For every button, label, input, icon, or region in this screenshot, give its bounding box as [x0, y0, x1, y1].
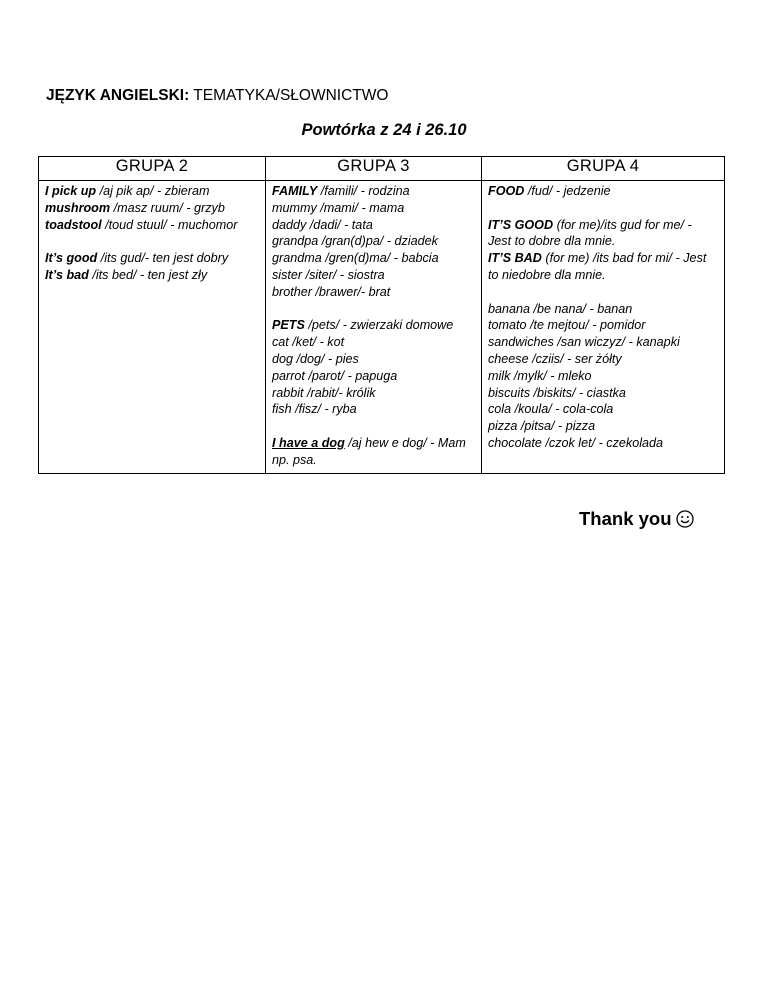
vocab-translation: /pets/ - zwierzaki domowe — [304, 318, 454, 333]
vocab-translation: /fud/ - jedzenie — [524, 184, 611, 198]
vocab-term: mushroom — [45, 200, 111, 215]
vocab-translation: /its gud/- ten jest dobry — [97, 251, 229, 266]
smiley-face-icon — [676, 510, 694, 533]
food-heading — [488, 183, 718, 200]
vocab-entry — [488, 217, 718, 251]
vocab-term: I pick up — [45, 184, 97, 198]
list-item: brother /brawer/- brat — [272, 284, 391, 299]
vocab-entry — [45, 267, 259, 284]
vocab-translation: /famili/ - rodzina — [317, 184, 410, 198]
vocab-term: FAMILY — [272, 184, 318, 198]
list-item: sandwiches /san wiczyz/ - kanapki — [488, 335, 680, 350]
list-item: mummy /mami/ - mama — [272, 200, 405, 215]
vocab-term: IT’S BAD — [488, 251, 542, 266]
vocab-translation: /aj pik ap/ - zbieram — [96, 184, 210, 198]
column-header-grupa-3: GRUPA 3 — [266, 157, 482, 181]
list-item: daddy /dadi/ - tata — [272, 217, 373, 232]
vocab-translation: /masz ruum/ - grzyb — [110, 200, 225, 215]
subject-label: JĘZYK ANGIELSKI: — [46, 87, 190, 104]
table-header-row — [39, 157, 725, 181]
document-heading — [46, 87, 388, 105]
thank-you-note — [579, 508, 694, 533]
grupa-3-cell — [266, 181, 482, 474]
vocab-term: IT’S GOOD — [488, 217, 554, 232]
vocab-term: It’s good — [45, 251, 98, 266]
vocab-translation: (for me) /its bad for mi/ - Jest to niedobre dla mnie. — [488, 251, 707, 282]
list-item: grandma /gren(d)ma/ - babcia — [272, 251, 439, 266]
grupa-2-cell — [39, 181, 266, 474]
list-item: dog /dog/ - pies — [272, 351, 359, 366]
vocab-term: toadstool — [45, 217, 102, 232]
vocab-term: It’s bad — [45, 267, 89, 282]
list-item: milk /mylk/ - mleko — [488, 368, 592, 383]
grupa-4-cell — [482, 181, 725, 474]
column-header-grupa-2: GRUPA 2 — [39, 157, 266, 181]
document-subtitle: Powtórka z 24 i 26.10 — [301, 121, 467, 139]
list-item: banana /be nana/ - banan — [488, 301, 633, 316]
vocab-term: FOOD — [488, 184, 525, 198]
list-item: chocolate /czok let/ - czekolada — [488, 435, 664, 450]
column-header-grupa-4: GRUPA 4 — [482, 157, 725, 181]
vocabulary-table — [38, 156, 725, 474]
vocab-translation: /toud stuul/ - muchomor — [101, 217, 238, 232]
vocab-entry — [45, 183, 259, 200]
table-content-row — [39, 181, 725, 474]
vocab-translation: /its bed/ - ten jest zły — [88, 267, 208, 282]
vocab-entry — [488, 250, 718, 284]
list-item: parrot /parot/ - papuga — [272, 368, 398, 383]
list-item: rabbit /rabit/- królik — [272, 385, 376, 400]
list-item: tomato /te mejtou/ - pomidor — [488, 318, 646, 333]
subject-topic: TEMATYKA/SŁOWNICTWO — [189, 87, 389, 104]
vocab-translation: /aj hew e dog/ - Mam np. psa. — [272, 435, 466, 467]
list-item: cheese /cziis/ - ser żółty — [488, 351, 622, 366]
list-item: grandpa /gran(d)pa/ - dziadek — [272, 234, 438, 249]
list-item: biscuits /biskits/ - ciastka — [488, 385, 626, 400]
pets-heading — [272, 317, 475, 334]
list-item: cola /koula/ - cola-cola — [488, 402, 614, 417]
list-item: sister /siter/ - siostra — [272, 267, 385, 282]
vocab-entry — [45, 200, 259, 217]
vocab-translation: (for me)/its gud for me/ - Jest to dobre dla mnie. — [488, 217, 692, 249]
list-item: pizza /pitsa/ - pizza — [488, 419, 596, 434]
vocab-entry — [45, 217, 259, 234]
vocab-term: I have a dog — [272, 435, 345, 450]
list-item: cat /ket/ - kot — [272, 335, 345, 350]
list-item: fish /fisz/ - ryba — [272, 402, 357, 417]
thank-you-text: Thank you — [579, 508, 672, 529]
vocab-term: PETS — [272, 318, 305, 333]
vocab-entry — [272, 435, 475, 469]
vocab-entry — [45, 250, 259, 267]
family-heading — [272, 183, 475, 200]
